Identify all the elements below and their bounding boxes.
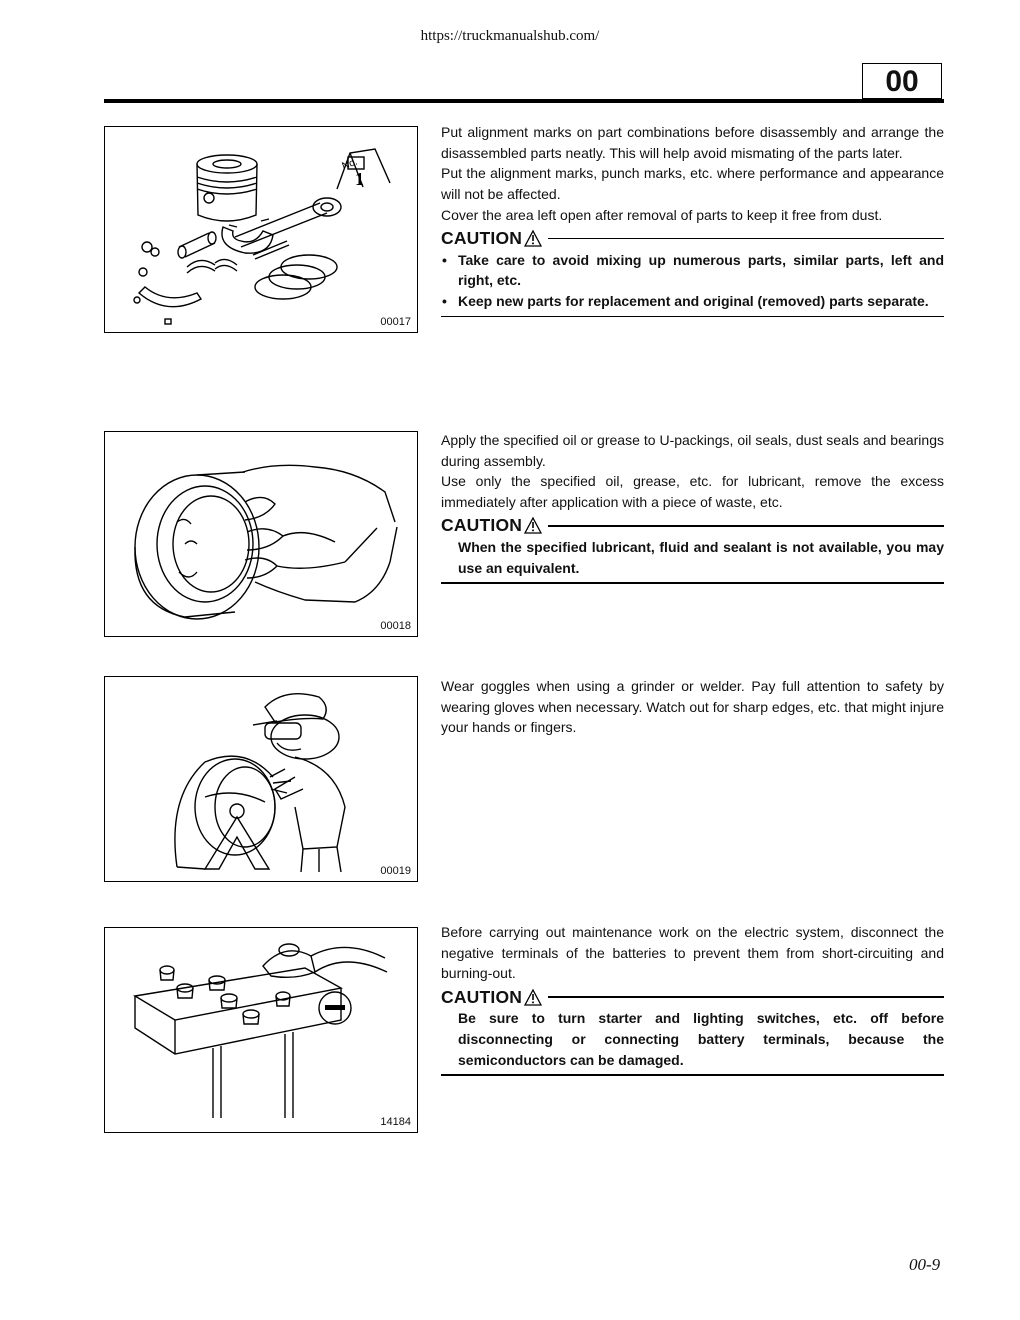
- figure-piston-parts: [104, 126, 418, 333]
- caution-text: Be sure to turn starter and lighting switches, etc. off before disconnecting or connecting battery terminals, because the semiconductors can be damaged.: [458, 1010, 944, 1068]
- paragraph: Wear goggles when using a grinder or welder. Pay full attention to safety by wearing gloves when necessary. Watch out for sharp edges, etc. that might injure your hands or fingers.: [441, 678, 944, 736]
- paragraph: Put alignment marks on part combinations before disassembly and arrange the disassembled parts neatly. This will help avoid mismating of the parts later.: [441, 124, 944, 161]
- figure-id: 14184: [380, 1116, 411, 1128]
- paragraph: Cover the area left open after removal of parts to keep it free from dust.: [441, 206, 883, 223]
- section-1-text: [441, 122, 944, 317]
- caution-heading: [441, 515, 944, 537]
- grease-seal-illustration: [105, 432, 417, 636]
- caution-bottom-rule: [441, 316, 944, 318]
- svg-text:No.: No.: [340, 156, 360, 173]
- caution-rule: [548, 525, 944, 527]
- caution-label: CAUTION: [441, 515, 523, 536]
- warning-triangle-icon: [524, 517, 542, 534]
- battery-terminal-illustration: [105, 928, 417, 1132]
- warning-triangle-icon: [524, 230, 542, 247]
- figure-grease-seal: [104, 431, 418, 637]
- paragraph: Before carrying out maintenance work on the electric system, disconnect the negative terminals of the batteries to prevent them from short-circuiting and burning-out.: [441, 924, 944, 982]
- caution-text: When the specified lubricant, fluid and sealant is not available, you may use an equivalent.: [458, 538, 944, 576]
- figure-id: 00017: [380, 316, 411, 328]
- caution-item: • Take care to avoid mixing up numerous parts, similar parts, left and right, etc.: [441, 250, 944, 291]
- piston-parts-illustration: [105, 127, 417, 332]
- section-3-text: [441, 676, 944, 738]
- caution-heading: [441, 228, 944, 250]
- caution-label: CAUTION: [441, 986, 523, 1007]
- paragraph: Use only the specified oil, grease, etc. for lubricant, remove the excess immediately after application with a piece of waste, etc.: [441, 473, 944, 511]
- caution-rule: [548, 238, 944, 240]
- figure-id: 00018: [380, 620, 411, 632]
- caution-rule: [548, 996, 944, 998]
- figure-id: 00019: [380, 865, 411, 877]
- source-url: https://truckmanualshub.com/: [420, 28, 600, 44]
- caution-list: [441, 250, 944, 312]
- header-rule: [104, 99, 944, 103]
- svg-text:1: 1: [355, 169, 364, 189]
- caution-label: CAUTION: [441, 228, 523, 249]
- figure-grinder-goggles: [104, 676, 418, 882]
- page-number: 00-9: [909, 1255, 941, 1274]
- grinder-worker-illustration: [105, 677, 417, 881]
- section-2-text: [441, 430, 944, 584]
- section-number-box: 00: [862, 63, 942, 99]
- caution-heading: [441, 986, 944, 1008]
- figure-battery-terminals: [104, 927, 418, 1133]
- caution-item: • Keep new parts for replacement and original (removed) parts separate.: [441, 291, 944, 312]
- paragraph: Apply the specified oil or grease to U-packings, oil seals, dust seals and bearings during assembly.: [441, 432, 944, 469]
- warning-triangle-icon: [524, 989, 542, 1006]
- caution-bottom-rule: [441, 1074, 944, 1076]
- caution-bottom-rule: [441, 582, 944, 584]
- paragraph: Put the alignment marks, punch marks, etc. where performance and appearance will not be affected.: [441, 165, 944, 203]
- section-4-text: [441, 922, 944, 1076]
